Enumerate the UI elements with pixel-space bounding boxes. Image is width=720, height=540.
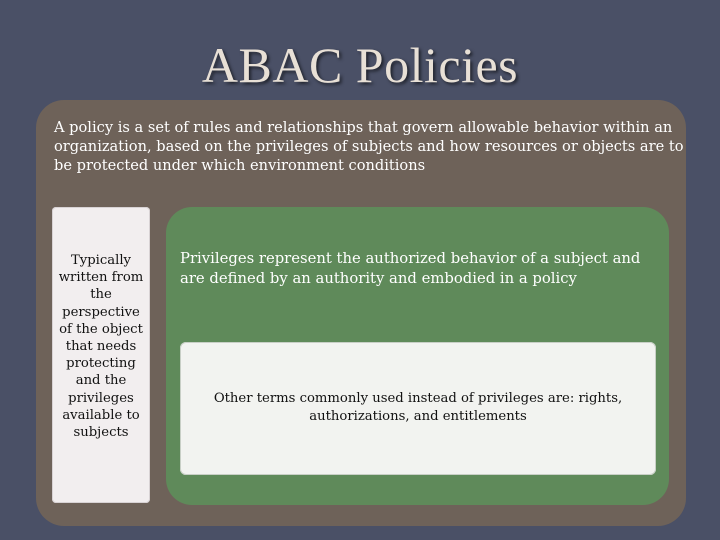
- slide-title: ABAC Policies: [201, 37, 519, 93]
- other-terms-text: Other terms commonly used instead of privileges are: rights, authorizations, and entitlements: [213, 391, 623, 424]
- privileges-definition-text: Privileges represent the authorized behavior of a subject and are defined by an authority and embodied in a policy: [180, 250, 641, 287]
- object-perspective-text: Typically written from the perspective of the object that needs protecting and the privileges available to subjects: [58, 253, 144, 441]
- policy-definition-text: A policy is a set of rules and relationships that govern allowable behavior within an organization, based on the privileges of subjects and how resources or objects are to be protected under which environment conditions: [54, 119, 684, 174]
